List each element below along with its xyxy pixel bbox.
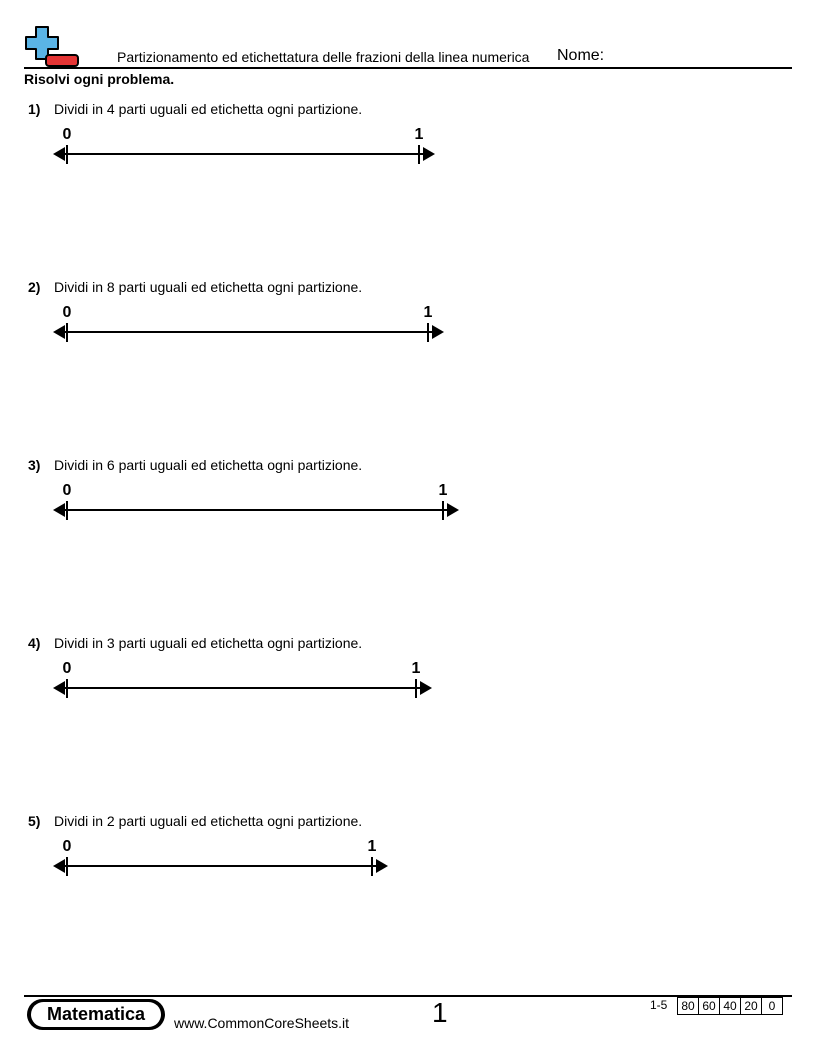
problem-number: 5) [28,813,41,829]
right-arrow-icon [432,325,444,339]
worksheet-title: Partizionamento ed etichettatura delle frazioni della linea numerica [117,49,530,65]
end-label: 1 [367,838,377,855]
number-line[interactable] [0,653,816,713]
score-cell: 0 [761,997,783,1015]
left-arrow-icon [53,147,65,161]
problem-text: Dividi in 2 parti uguali ed etichetta ogni partizione. [54,813,363,829]
score-cell: 20 [740,997,762,1015]
number-line[interactable] [0,297,816,357]
problem-number: 4) [28,635,41,651]
number-line[interactable] [0,475,816,535]
start-label: 0 [62,482,72,499]
score-table [677,997,783,1015]
right-arrow-icon [423,147,435,161]
end-label: 1 [414,126,424,143]
site-url: www.CommonCoreSheets.it [174,1015,350,1031]
score-range: 1-5 [650,998,668,1012]
plus-minus-logo-icon [24,25,80,69]
number-line[interactable] [0,119,816,179]
name-label: Nome: [557,47,605,64]
brand-label: Matematica [31,1002,161,1027]
right-arrow-icon [447,503,459,517]
start-label: 0 [62,126,72,143]
start-label: 0 [62,304,72,321]
score-cell: 80 [677,997,699,1015]
score-cell: 60 [698,997,720,1015]
instructions: Risolvi ogni problema. [24,71,175,87]
problem-number: 1) [28,101,41,117]
problem-5 [0,813,816,903]
start-label: 0 [62,838,72,855]
problem-2 [0,279,816,369]
problem-number: 2) [28,279,41,295]
problem-text: Dividi in 6 parti uguali ed etichetta ogni partizione. [54,457,363,473]
header-divider [24,67,792,69]
problem-number: 3) [28,457,41,473]
end-label: 1 [438,482,448,499]
left-arrow-icon [53,859,65,873]
brand-badge [27,999,165,1030]
number-line[interactable] [0,831,816,891]
score-cell: 40 [719,997,741,1015]
left-arrow-icon [53,325,65,339]
problem-4 [0,635,816,725]
left-arrow-icon [53,681,65,695]
page-number: 1 [432,997,448,1028]
problem-3 [0,457,816,547]
end-label: 1 [411,660,421,677]
start-label: 0 [62,660,72,677]
problem-text: Dividi in 3 parti uguali ed etichetta ogni partizione. [54,635,363,651]
right-arrow-icon [376,859,388,873]
problem-text: Dividi in 8 parti uguali ed etichetta ogni partizione. [54,279,363,295]
problem-text: Dividi in 4 parti uguali ed etichetta ogni partizione. [54,101,363,117]
problem-1 [0,101,816,191]
right-arrow-icon [420,681,432,695]
end-label: 1 [423,304,433,321]
left-arrow-icon [53,503,65,517]
